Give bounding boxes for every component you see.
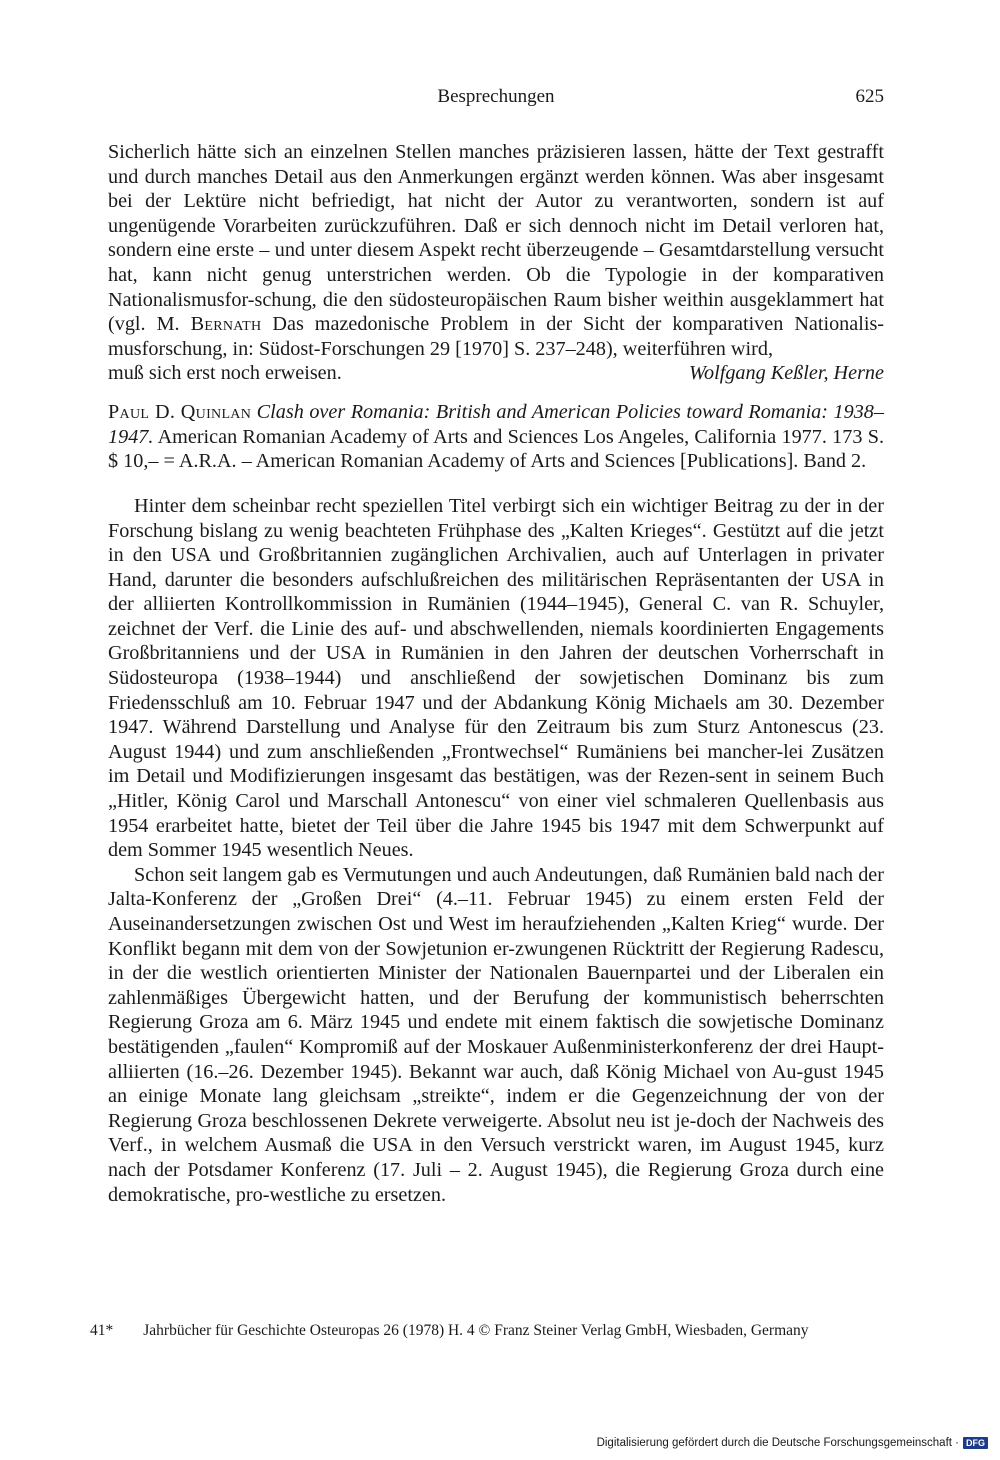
review1-last-line: muß sich erst noch erweisen.	[108, 362, 342, 385]
running-title: Besprechungen	[437, 86, 555, 107]
review1-closing-line	[108, 361, 884, 386]
running-header	[108, 86, 884, 116]
review-quinlan	[108, 400, 884, 1207]
page-number: 625	[855, 86, 884, 107]
reviewer-signature: Wolfgang Keßler, Herne	[689, 362, 884, 385]
signature-mark: 41*	[90, 1322, 114, 1339]
dfg-notice	[597, 1437, 988, 1449]
review1-text: Sicherlich hätte sich an einzelnen Stellen manches präzisieren lassen, hätte der Text gestrafft und durch manches Detail aus den Anmerkungen ergänzt werden können. Was aber insgesamt bei der Lektüre nicht befriedigt, hat nicht der Autor zu verantworten, sondern ist auf ungenügende Vorarbeiten zurückzuführen. Daß er sich dennoch nicht im Detail verloren hat, sondern eine erste – und unter diesem Aspekt recht überzeugende – Gesamtdarstellung versucht hat, kann nicht genug unterstrichen werden. Ob die Typologie in der komparativen Nationalismusfor-schung, die den südosteuropäischen Raum bisher weithin ausgeklammert hat (vgl. M.	[108, 141, 884, 336]
book-entry	[108, 400, 884, 474]
review2-paragraph-1: Hinter dem scheinbar recht speziellen Titel verbirgt sich ein wichtiger Beitrag zu der in der Forschung bislang zu wenig beachteten Frühphase des „Kalten Krieges“. Gestützt auf die jetzt in den USA und Großbritannien zugänglichen Archivalien, auch auf Unterlagen in privater Hand, darunter die besonders aufschlußreichen des militärischen Repräsentanten der USA in der alliierten Kontrollkommission in Rumänien (1944–1945), General C. van R. Schuyler, zeichnet der Verf. die Linie des auf- und abschwellenden, niemals koordinierten Engagements Großbritanniens und der USA in Rumänien in den Jahren der deutschen Vorherrschaft in Südosteuropa (1938–1944) und anschließend der sowjetischen Dominanz bis zum Friedensschluß am 10. Februar 1947 und der Abdankung König Michaels am 30. Dezember 1947. Während Darstellung und Analyse für den Zeitraum bis zum Sturz Antonescus (23. August 1944) und zum anschließenden „Frontwechsel“ Rumäniens bei mancher-lei Zusätzen im Detail und Modifizierungen insgesamt das bestätigen, was der Rezen-sent in seinem Buch „Hitler, König Carol und Marschall Antonescu“ von einer viel schmaleren Quellenbasis aus 1954 erarbeitet hatte, bietet der Teil über die Jahre 1945 bis 1947 mit dem Schwerpunkt auf dem Sommer 1945 wesentlich Neues.	[108, 494, 884, 862]
page-body	[108, 140, 884, 1207]
cited-author: Bernath	[190, 313, 262, 336]
journal-citation: Jahrbücher für Geschichte Osteuropas 26 (1978) H. 4 © Franz Steiner Verlag GmbH, Wiesbaden, Germany	[143, 1322, 809, 1339]
book-author-first: Paul D.	[108, 400, 176, 423]
review1-paragraph	[108, 140, 884, 361]
book-author-last: Quinlan	[180, 400, 252, 423]
dfg-notice-text: Digitalisierung gefördert durch die Deutsche Forschungsgemeinschaft ·	[596, 1437, 959, 1449]
book-title: Clash over Romania: British and American Policies toward Romania: 1938–1947.	[108, 400, 884, 448]
review1-text-after-author: Das mazedonische Problem in der Sicht der komparativen Nationalis-musforschung, in: Südost-Forschungen 29 [1970] S. 237–248), weiterführen wird,	[108, 313, 885, 360]
review2-paragraph-2: Schon seit langem gab es Vermutungen und auch Andeutungen, daß Rumänien bald nach der Jalta-Konferenz der „Großen Drei“ (4.–11. Februar 1945) zu einem ersten Feld der Auseinandersetzungen zwischen Ost und West im heraufziehenden „Kalten Krieg“ wurde. Der Konflikt begann mit dem von der Sowjetunion er-zwungenen Rücktritt der Regierung Radescu, in der die westlich orientierten Minister der Nationalen Bauernpartei und der Liberalen ein zahlenmäßiges Übergewicht hatten, und der Berufung der kommunistisch beherrschten Regierung Groza am 6. März 1945 und endete mit einem faktisch die sowjetische Dominanz bestätigenden „faulen“ Kompromiß auf der Moskauer Außenministerkonferenz der drei Haupt-alliierten (16.–26. Dezember 1945). Bekannt war auch, daß König Michael von Au-gust 1945 an einige Monate lang gleichsam „streikte“, indem er die Gegenzeichnung der von der Regierung Groza beschlossenen Dekrete verweigerte. Absolut neu ist je-doch der Nachweis des Verf., in welchem Ausmaß die USA in den Versuch verstrickt waren, im August 1945, kurz nach der Potsdamer Konferenz (17. Juli – 2. August 1945), die Regierung Groza durch eine demokratische, pro-westliche zu ersetzen.	[108, 863, 884, 1206]
review-continuation	[108, 140, 884, 386]
page-footer	[90, 1322, 890, 1340]
dfg-logo: DFG	[963, 1437, 988, 1449]
book-publication: American Romanian Academy of Arts and Sciences Los Angeles, California 1977. 173 S. $ 10,– = A.R.A. – American Romanian Academy of Arts and Sciences [Publications]. Band 2.	[108, 425, 884, 473]
